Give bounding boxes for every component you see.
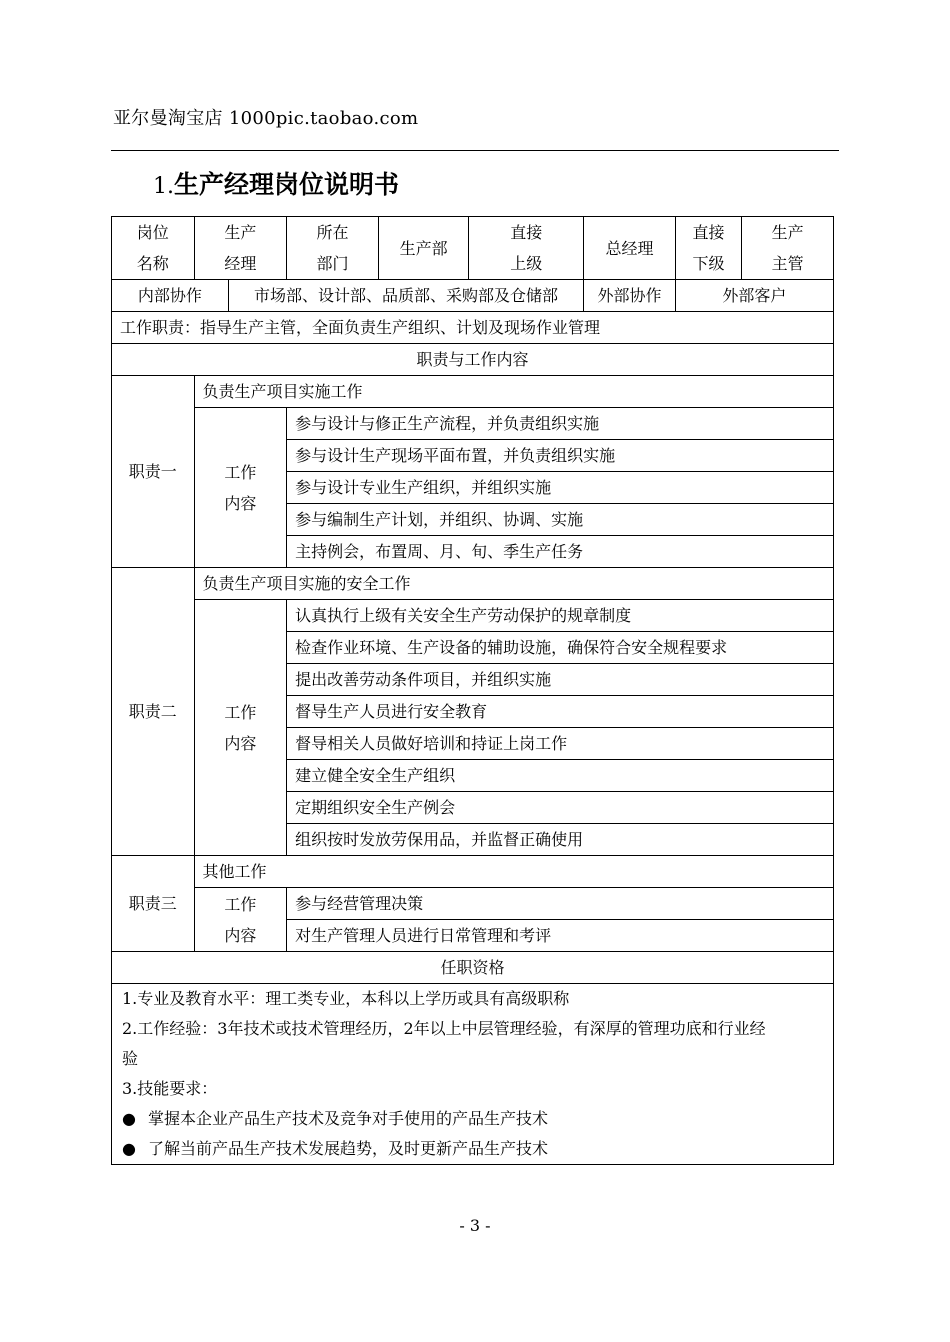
internal-collab-value: 市场部、设计部、品质部、采购部及仓储部 [228,280,583,312]
duty-1-item-row [112,408,834,440]
internal-collab-label: 内部协作 [112,280,229,312]
duty-2-item: 认真执行上级有关安全生产劳动保护的规章制度 [287,600,834,632]
duty-1-item: 参与设计专业生产组织，并组织实施 [287,472,834,504]
qual-skills-label: 3.技能要求： [122,1079,218,1098]
qualifications-header-row [112,952,834,984]
header-store-text: 亚尔曼淘宝店 1000pic.taobao.com [113,108,419,129]
skill-item [122,1104,823,1134]
bullet-icon: ● [122,1139,136,1158]
job-summary: 工作职责：指导生产主管，全面负责生产组织、计划及现场作业管理 [112,312,834,344]
duty-1-label: 职责一 [112,376,195,568]
duty-1-work-label: 工作 内容 [194,408,287,568]
duty-1-title-row [112,376,834,408]
skill-text: 掌握本企业产品生产技术及竞争对手使用的产品生产技术 [148,1109,549,1128]
qualifications-body [112,984,834,1165]
duties-header-row [112,344,834,376]
duty-2-item: 组织按时发放劳保用品，并监督正确使用 [287,824,834,856]
info-row-collaboration [112,280,834,312]
skill-text: 了解当前产品生产技术发展趋势，及时更新产品生产技术 [148,1139,549,1158]
job-description-table [111,216,834,1165]
duties-header: 职责与工作内容 [112,344,834,376]
duty-2-work-label: 工作 内容 [194,600,287,856]
qualifications-header: 任职资格 [112,952,834,984]
title-number: 1. [153,174,174,199]
duty-2-item: 检查作业环境、生产设备的辅助设施，确保符合安全规程要求 [287,632,834,664]
duty-2-title-row [112,568,834,600]
duty-2-item: 定期组织安全生产例会 [287,792,834,824]
duty-3-title-row [112,856,834,888]
duty-3-work-label: 工作 内容 [194,888,287,952]
duty-1-item: 参与设计生产现场平面布置，并负责组织实施 [287,440,834,472]
page-title [153,165,399,201]
position-value: 生产 经理 [194,217,287,280]
duty-3-label: 职责三 [112,856,195,952]
subordinate-label: 直接 下级 [675,217,741,280]
skill-item [122,1134,823,1164]
title-text: 生产经理岗位说明书 [174,170,400,199]
qual-education: 1.专业及教育水平：理工类专业，本科以上学历或具有高级职称 [122,989,570,1008]
duty-1-item: 主持例会，布置周、月、旬、季生产任务 [287,536,834,568]
info-row-basic [112,217,834,280]
qual-experience-line-2: 验 [122,1049,139,1068]
bullet-icon: ● [122,1109,136,1128]
duty-2-item: 提出改善劳动条件项目，并组织实施 [287,664,834,696]
summary-row [112,312,834,344]
duty-2-item: 建立健全安全生产组织 [287,760,834,792]
subordinate-value: 生产 主管 [742,217,834,280]
department-label: 所在 部门 [287,217,379,280]
duty-2-item: 督导生产人员进行安全教育 [287,696,834,728]
duty-2-item-row [112,600,834,632]
superior-value: 总经理 [584,217,676,280]
department-value: 生产部 [378,217,469,280]
duty-2-title: 负责生产项目实施的安全工作 [194,568,833,600]
duty-1-title: 负责生产项目实施工作 [194,376,833,408]
position-label: 岗位 名称 [112,217,195,280]
qual-experience-line-1: 2.工作经验：3年技术或技术管理经历，2年以上中层管理经验，有深厚的管理功底和行业经 [122,1019,766,1038]
header-divider [111,150,839,151]
duty-1-item: 参与设计与修正生产流程，并负责组织实施 [287,408,834,440]
duty-3-item-row [112,888,834,920]
duty-3-title: 其他工作 [194,856,833,888]
duty-2-label: 职责二 [112,568,195,856]
superior-label: 直接 上级 [469,217,584,280]
external-collab-value: 外部客户 [675,280,833,312]
duty-3-item: 对生产管理人员进行日常管理和考评 [287,920,834,952]
page-number: - 3 - [459,1216,491,1235]
duty-1-item: 参与编制生产计划，并组织、协调、实施 [287,504,834,536]
duty-2-item: 督导相关人员做好培训和持证上岗工作 [287,728,834,760]
external-collab-label: 外部协作 [584,280,676,312]
qualifications-body-row [112,984,834,1165]
duty-3-item: 参与经营管理决策 [287,888,834,920]
